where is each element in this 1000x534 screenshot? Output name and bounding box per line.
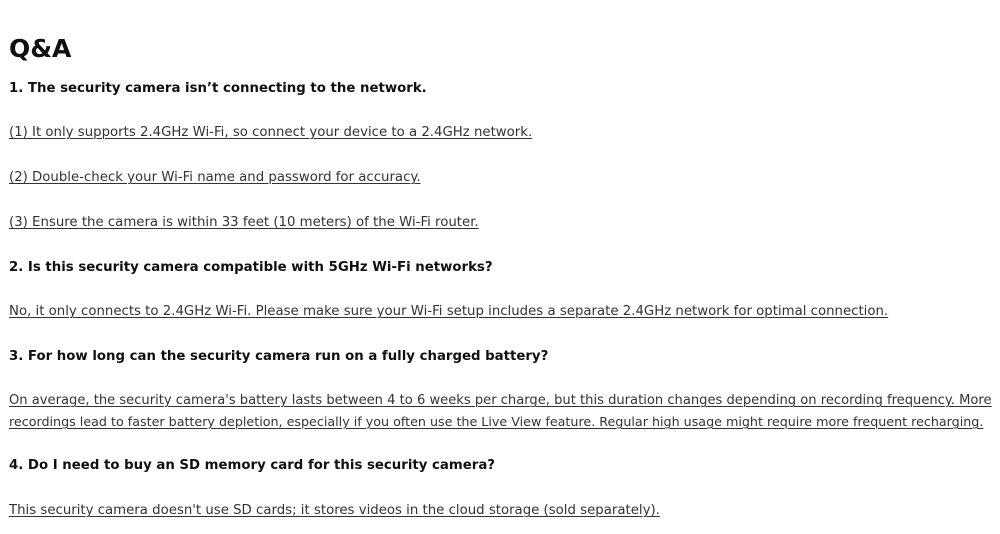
answer-2-1: No, it only connects to 2.4GHz Wi-Fi. Please make sure your Wi-Fi setup includes a separate 2.4GHz network for optimal connection. <box>9 304 889 319</box>
question-2: 2. Is this security camera compatible with 5GHz Wi-Fi networks? <box>9 260 493 275</box>
answer-1-2: (2) Double-check your Wi-Fi name and password for accuracy. <box>9 170 421 185</box>
answer-3-1: On average, the security camera's battery lasts between 4 to 6 weeks per charge, but this duration changes depending on recording frequency. More <box>9 393 992 408</box>
answer-1-1: (1) It only supports 2.4GHz Wi-Fi, so connect your device to a 2.4GHz network. <box>9 125 533 140</box>
page-title: Q&A <box>9 34 72 63</box>
question-3: 3. For how long can the security camera run on a fully charged battery? <box>9 349 549 364</box>
question-1: 1. The security camera isn’t connecting to the network. <box>9 81 427 96</box>
question-4: 4. Do I need to buy an SD memory card for this security camera? <box>9 458 496 473</box>
answer-1-3: (3) Ensure the camera is within 33 feet (10 meters) of the Wi-Fi router. <box>9 215 479 230</box>
answer-3-2: recordings lead to faster battery depletion, especially if you often use the Live View feature. Regular high usage might require more frequent recharging. <box>9 414 984 429</box>
answer-4-1: This security camera doesn't use SD cards; it stores videos in the cloud storage (sold separately). <box>9 503 660 518</box>
